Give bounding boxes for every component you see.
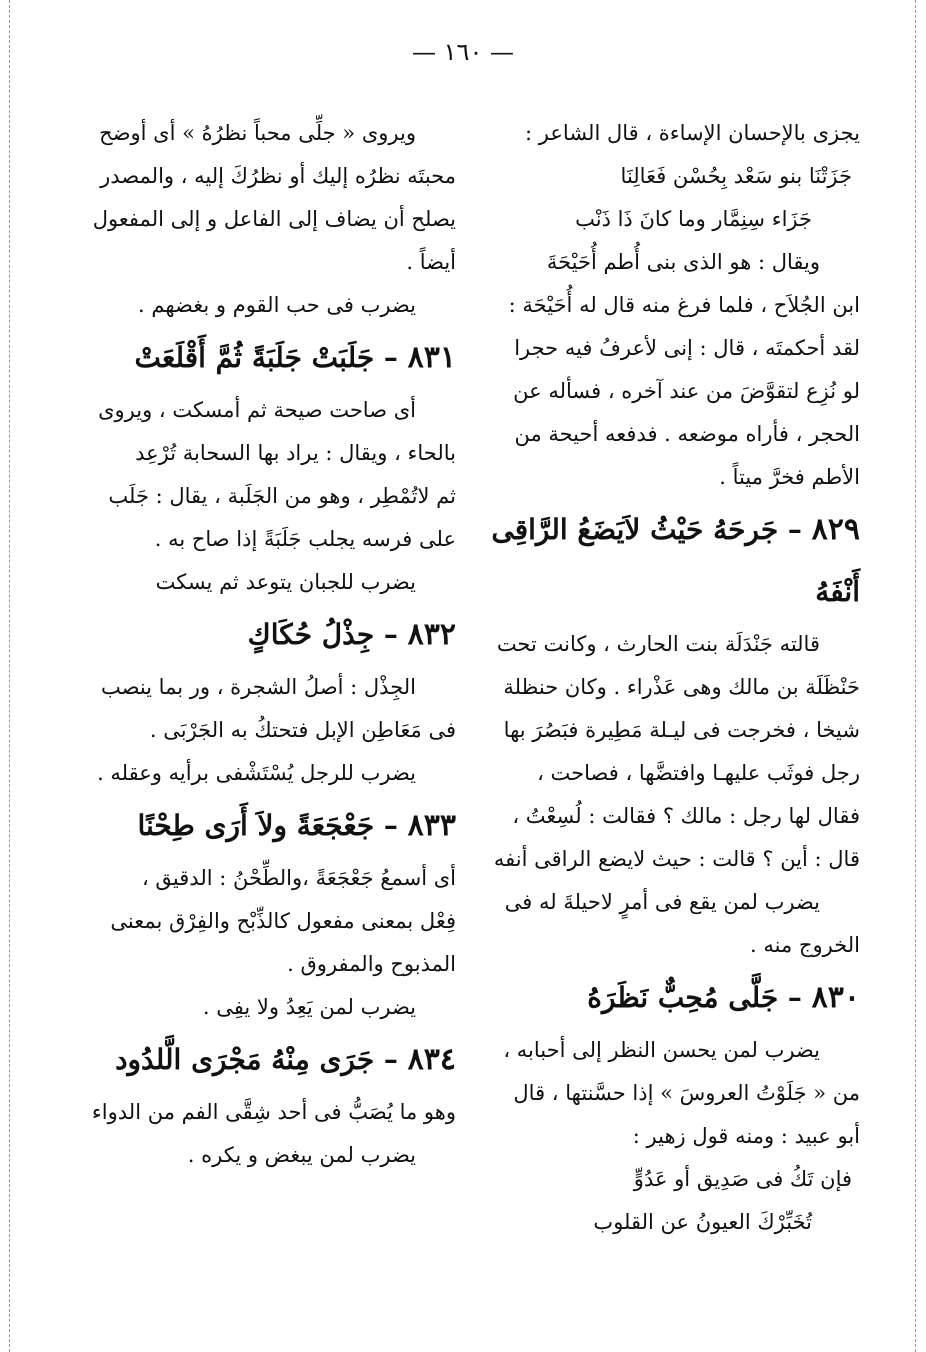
verse-line: جَزَتْنَا بنو سَعْد بِحُسْن فَعَالِنَا [620,164,852,188]
text-line: المذبوح والمفروق . [287,952,456,976]
text-line: قال : أين ؟ قالت : حيث لايضع الراقى أنفه [493,847,860,871]
text-line: ويروى « جلِّى محباً نظرُهُ » أى أوضح [99,121,416,145]
text-line: فِعْل بمعنى مفعول كالذِّبْح والفِرْق بمعنى [110,909,456,933]
left-column [78,112,456,1177]
text-line: شيخا ، فخرجت فى ليـلة مَطِيرة فبَصُرَ بها [503,718,860,742]
proverb-number: ٨٣٠ [811,980,860,1015]
verse-line: تُخَبِّرْكَ العيونُ عن القلوب [593,1210,812,1234]
text-line: أيضاً . [406,250,456,274]
page-number: — ١٦٠ — [412,38,514,66]
text-line: يضرب للرجل يُسْتَشْفى برأيه وعقله . [97,761,416,785]
proverb-heading: ٨٢٩ – جَرحَهُ حَيْثُ لاَيَضَعُ الرَّاقِى أَنْفَهُ [491,512,860,608]
proverb-heading: ٨٣٤ – جَرَى مِنْهُ مَجْرَى الَّلدُود [115,1042,456,1077]
proverb-number: ٨٣٢ [407,617,456,652]
text-line: يضرب للجبان يتوعد ثم يسكت [155,570,416,594]
right-column [478,112,860,1244]
proverb-number: ٨٣٤ [407,1042,456,1077]
text-line: يصلح أن يضاف إلى الفاعل و إلى المفعول [92,207,456,231]
proverb-title: جَلَّى مُحِبٌّ نَظَرَهُ [587,981,779,1014]
proverb-heading: ٨٣٠ – جَلَّى مُحِبٌّ نَظَرَهُ [587,980,860,1015]
proverb-heading: ٨٣٢ – جِذْلُ حُكَاكٍ [247,617,456,652]
text-line: يضرب لمن يَعِدُ ولا يفِى . [202,995,416,1019]
text-line: أى أسمعُ جَعْجَعَةً ،والطِّحْنُ : الدقيق ، [141,866,456,890]
text-line: لو نُزِع لتقوَّضَ من عند آخره ، فسأله عن [513,379,860,403]
text-line: على فرسه يجلب جَلَبَةً إذا صاح به . [154,527,456,551]
text-line: فى مَعَاطِن الإبل فتحتكُ به الجَرْبَى . [149,718,456,742]
proverb-number: ٨٢٩ [811,512,860,547]
text-line: الجِذْل : أصلُ الشجرة ، ور بما ينصب [100,675,416,699]
text-line: الخروج منه . [750,933,860,957]
text-line: حَنْظَلَة بن مالك وهى عَذْراء . وكان حنظلة [503,675,860,699]
verse-line: جَزَاء سِنِمَّار وما كانَ ذَا ذَنْب [575,207,812,231]
text-line: يضرب لمن يبغض و يكره . [187,1143,416,1167]
page-edge-right [915,0,916,1352]
text-line: قالته جَنْدَلَة بنت الحارث ، وكانت تحت [496,632,820,656]
verse-line: فإن تَكُ فى صَدِيق أو عَدُوٍّ [633,1167,852,1191]
text-line: بالحاء ، ويقال : يراد بها السحابة تُرْعِد [135,441,456,465]
text-line: يضرب لمن يحسن النظر إلى أحبابه ، [503,1038,820,1062]
text-line: ثم لاتُمْطِر ، وهو من الجَلَبة ، يقال : جَلَب [108,484,456,508]
text-line: فقال لها رجل : مالك ؟ فقالت : لُسِعْتُ ، [512,804,860,828]
text-line: من « جَلَوْتُ العروسَ » إذا حسَّنتها ، قال [513,1081,860,1105]
proverb-title: جِذْلُ حُكَاكٍ [247,618,375,651]
page-edge-left [9,0,10,1352]
text-line: محبتَه نظرُه إليك أو نظرُكَ إليه ، والمصدر [100,164,456,188]
proverb-heading: ٨٣١ – جَلَبَتْ جَلَبَةً ثُمَّ أَقْلَعَتْ [134,340,456,375]
proverb-heading: ٨٣٣ – جَعْجَعَةً ولاَ أَرَى طِحْنًا [137,808,456,843]
proverb-number: ٨٣١ [407,340,456,375]
text-line: رجل فوثَب عليهـا وافتضَّها ، فصاحت ، [537,761,860,785]
text-line: وهو ما يُصَبُّ فى أحد شِقَّى الفم من الدواء [91,1100,456,1124]
text-line: ابن الجُلاَح ، فلما فرغ منه قال له أُحَيْحَة : [508,293,860,317]
text-line: يضرب لمن يقع فى أمرٍ لاحيلةَ له فى [504,890,820,914]
text-line: الأطم فخرَّ ميتاً . [719,465,860,489]
text-line: يضرب فى حب القوم و بغضهم . [138,293,416,317]
text-line: الحجر ، فأراه موضعه . فدفعه أحيحة من [514,422,860,446]
proverb-title: جَلَبَتْ جَلَبَةً ثُمَّ أَقْلَعَتْ [134,341,375,374]
text-line: لقد أحكمتَه ، قال : إنى لأعرفُ فيه حجرا [514,336,860,360]
proverb-title: جَرحَهُ حَيْثُ لاَيَضَعُ الرَّاقِى أَنْفَهُ [491,513,860,608]
text-line: يجزى بالإحسان الإساءة ، قال الشاعر : [525,121,860,145]
proverb-title: جَرَى مِنْهُ مَجْرَى الَّلدُود [115,1043,375,1076]
text-line: أبو عبيد : ومنه قول زهير : [632,1124,860,1148]
proverb-number: ٨٣٣ [407,808,456,843]
proverb-title: جَعْجَعَةً ولاَ أَرَى طِحْنًا [137,809,375,842]
text-line: ويقال : هو الذى بنى أُطم أُحَيْحَةَ [546,250,820,274]
text-line: أى صاحت صيحة ثم أمسكت ، ويروى [98,398,416,422]
